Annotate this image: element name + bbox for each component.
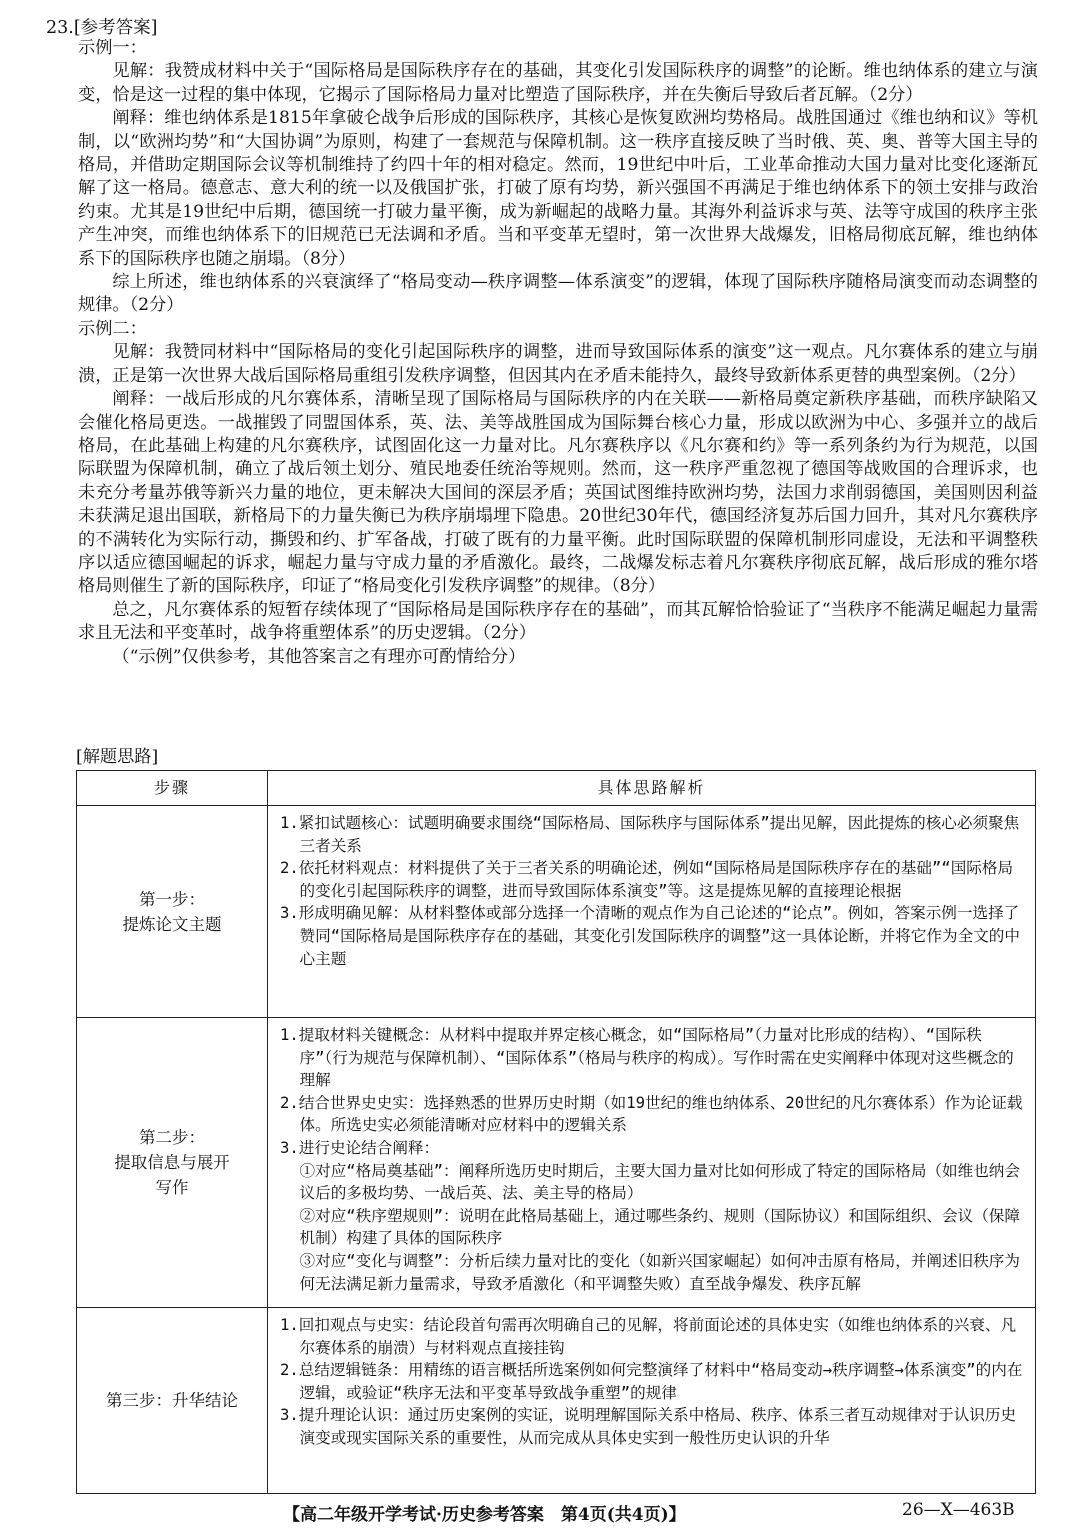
answer-body — [78, 37, 1038, 669]
list-item: 2.依托材料观点：材料提供了关于三者关系的明确论述，例如“国际格局是国际秩序存在的基础”“国际格局的变化引起国际秩序的调整，进而导致国际体系演变”等。这是提炼见解的直接理论根据 — [280, 859, 1014, 900]
sub-item: ②对应“秩序塑规则”：说明在此格局基础上，通过哪些条约、规则（国际协议）和国际组织、会议（保障机制）构建了具体的国际秩序 — [299, 1206, 1020, 1248]
list-item: 2.总结逻辑链条：用精练的语言概括所选案例如何完整演绎了材料中“格局变动→秩序调整→体系演变”的内在逻辑，或验证“秩序无法和平变革导致战争重塑”的规律 — [280, 1361, 1023, 1402]
table-row — [77, 1308, 1036, 1494]
step-title: 第三步：升华结论 — [106, 1391, 238, 1410]
sub-item: ①对应“格局奠基础”：阐释所选历史时期后，主要大国力量对比如何形成了特定的国际格局（如维也纳会议后的多极均势、一战后英、法、美主导的格局） — [299, 1161, 1020, 1203]
footer-code: 26—X—463B — [902, 1500, 1015, 1520]
table-row — [77, 1018, 1036, 1308]
question-number: 23. — [46, 18, 74, 38]
analysis-cell — [268, 1308, 1036, 1494]
analysis-cell — [268, 806, 1036, 1018]
list-item: 3.提升理论认识：通过历史案例的实证，说明理解国际关系中格局、秩序、体系三者互动规律对于认识历史演变或现实国际关系的重要性，从而完成从具体史实到一般性历史认识的升华 — [280, 1406, 1017, 1447]
footer-title: 【高二年级开学考试·历史参考答案 第4页(共4页)】 — [283, 1505, 686, 1525]
list-item: 2.结合世界史史实：选择熟悉的世界历史时期（如19世纪的维也纳体系、20世纪的凡尔赛体系）作为论证载体。所选史实必须能清晰对应材料中的逻辑关系 — [280, 1093, 1023, 1135]
step-title: 第一步： — [139, 889, 205, 909]
header-step: 步骤 — [77, 771, 268, 806]
table-header-row — [77, 771, 1036, 806]
step-title: 第二步： — [139, 1128, 205, 1147]
example1-explain: 阐释：维也纳体系是1815年拿破仑战争后形成的国际秩序，其核心是恢复欧洲均势格局。战胜国通过《维也纳和议》等机制，以“欧洲均势”和“大国协调”为原则，构建了一套规范与保障机制。这一秩序直接反映了当时俄、英、奥、普等大国主导的格局，并借助定期国际会议等机制维持了约四十年的相对稳定。然而，19世纪中叶后，工业革命推动大国力量对比变化逐渐瓦解了这一格局。德意志、意大利的统一以及俄国扩张，打破了原有均势，新兴强国不再满足于维也纳体系下的领土安排与政治约束。尤其是19世纪中后期，德国统一打破力量平衡，成为新崛起的战略力量。其海外利益诉求与英、法等守成国的秩序主张产生冲突，而维也纳体系下的旧规范已无法调和矛盾。当和平变革无望时，第一次世界大战爆发，旧格局彻底瓦解，维也纳体系下的国际秩序也随之崩塌。（8分） — [78, 108, 1038, 269]
solution-steps-table — [76, 770, 1036, 1494]
header-analysis: 具体思路解析 — [268, 771, 1036, 806]
scoring-note: （“示例”仅供参考，其他答案言之有理亦可酌情给分） — [112, 646, 526, 667]
example2-explain: 阐释：一战后形成的凡尔赛体系，清晰呈现了国际格局与国际秩序的内在关联——新格局奠定新秩序基础，而秩序缺陷又会催化格局更迭。一战摧毁了同盟国体系，英、法、美等战胜国成为国际舞台核心力量，形成以欧洲为中心、多强并立的战后格局，在此基础上构建的凡尔赛秩序，试图固化这一力量对比。凡尔赛秩序以《凡尔赛和约》等一系列条约为行为规范，以国际联盟为保障机制，确立了战后领土划分、殖民地委任统治等规则。然而，这一秩序严重忽视了德国等战败国的合理诉求，也未充分考量苏俄等新兴力量的地位，更未解决大国间的深层矛盾；英国试图维持欧洲均势，法国力求削弱德国，美国则因利益未获满足退出国联，新格局下的力量失衡已为秩序崩塌埋下隐患。20世纪30年代，德国经济复苏后国力回升，其对凡尔赛秩序的不满转化为实际行动，撕毁和约、扩军备战，打破了既有的力量平衡。此时国际联盟的保障机制形同虚设，无法和平调整秩序以适应德国崛起的诉求，崛起力量与守成力量的矛盾激化。最终，二战爆发标志着凡尔赛秩序彻底瓦解，战后形成的雅尔塔格局则催生了新的国际秩序，印证了“格局变化引发秩序调整”的规律。（8分） — [78, 389, 1038, 597]
analysis-cell — [268, 1018, 1036, 1308]
example1-label: 示例一： — [78, 38, 147, 58]
step-subtitle-cont: 写作 — [155, 1178, 189, 1197]
example2-label: 示例二： — [78, 318, 147, 339]
list-item: 1.紧扣试题核心：试题明确要求围绕“国际格局、国际秩序与国际体系”提出见解，因此提炼的核心必须聚焦三者关系 — [280, 814, 1020, 855]
example2-view: 见解：我赞同材料中“国际格局的变化引起国际秩序的调整，进而导致国际体系的演变”这一观点。凡尔赛体系的建立与崩溃，正是第一次世界大战后国际格局重组引发秩序调整，但因其内在矛盾未能持久，最终导致新体系更替的典型案例。（2分） — [78, 342, 1038, 386]
sub-item: ③对应“变化与调整”：分析后续力量对比的变化（如新兴国家崛起）如何冲击原有格局，并阐述旧秩序为何无法满足新力量需求，导致矛盾激化（和平调整失败）直至战争爆发、秩序瓦解 — [299, 1251, 1020, 1293]
step-subtitle: 提取信息与展开 — [114, 1153, 230, 1172]
example1-view: 见解：我赞成材料中关于“国际格局是国际秩序存在的基础，其变化引发国际秩序的调整”的论断。维也纳体系的建立与演变，恰是这一过程的集中体现，它揭示了国际格局力量对比塑造了国际秩序，并在失衡后导致后者瓦解。（2分） — [78, 61, 1038, 105]
list-item: 1.回扣观点与史实：结论段首句需再次明确自己的见解，将前面论述的具体史实（如维也纳体系的兴衰、凡尔赛体系的崩溃）与材料观点直接挂钩 — [280, 1316, 1017, 1357]
example2-conclusion: 总之，凡尔赛体系的短暂存续体现了“国际格局是国际秩序存在的基础”，而其瓦解恰恰验证了“当秩序不能满足崛起力量需求且无法和平变革时，战争将重塑体系”的历史逻辑。（2分） — [78, 599, 1038, 644]
question-header — [46, 14, 158, 39]
list-item: 1.提取材料关键概念：从材料中提取并界定核心概念，如“国际格局”（力量对比形成的结构）、“国际秩序”（行为规范与保障机制）、“国际体系”（格局与秩序的构成）。写作时需在史实阐释中体现对这些概念的理解 — [280, 1026, 1014, 1090]
answer-label: [参考答案] — [73, 18, 158, 38]
list-item: 3.进行史论结合阐释： — [280, 1138, 440, 1157]
list-item: 3.形成明确见解：从材料整体或部分选择一个清晰的观点作为自己论述的“论点”。例如，答案示例一选择了赞同“国际格局是国际秩序存在的基础，其变化引发国际秩序的调整”这一具体论断，并将它作为全文的中心主题 — [280, 904, 1020, 968]
table-row — [77, 806, 1036, 1018]
step-subtitle: 提炼论文主题 — [122, 914, 222, 934]
step-cell — [77, 806, 268, 1018]
solution-hint-label: [解题思路] — [76, 747, 159, 767]
step-cell — [77, 1308, 268, 1494]
step-cell — [77, 1018, 268, 1308]
example1-conclusion: 综上所述，维也纳体系的兴衰演绎了“格局变动—秩序调整—体系演变”的逻辑，体现了国际秩序随格局演变而动态调整的规律。（2分） — [78, 272, 1038, 316]
